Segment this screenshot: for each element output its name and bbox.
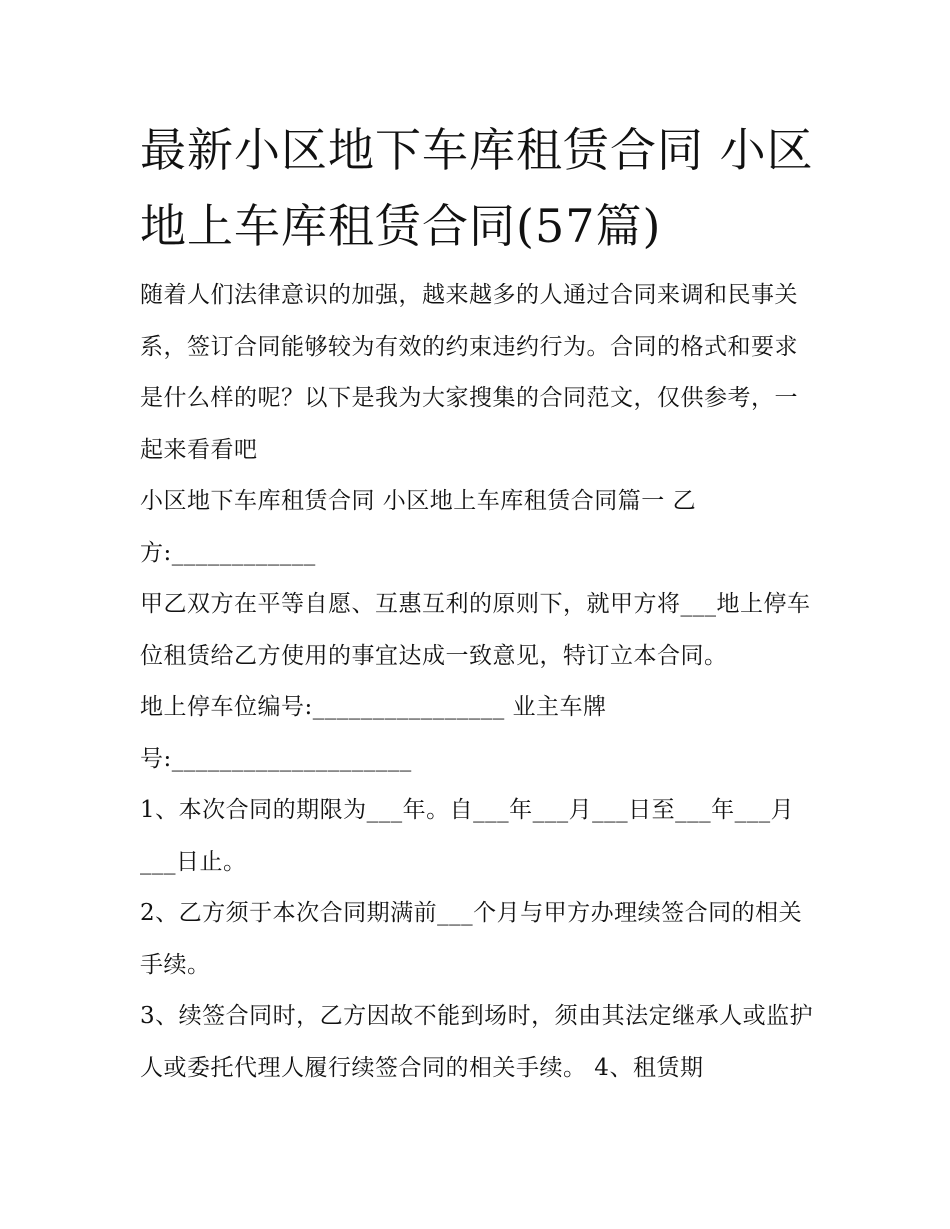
parking-number-paragraph: 地上停车位编号:________________ 业主车牌号:____________________ — [140, 694, 607, 772]
agreement-paragraph: 甲乙双方在平等自愿、互惠互利的原则下，就甲方将___地上停车位租赁给乙方使用的事宜达成一致意见，特订立本合同。 — [140, 591, 811, 669]
section-heading-paragraph: 小区地下车库租赁合同 小区地上车库租赁合同篇一 乙方:____________ — [140, 488, 697, 566]
clause-3-paragraph: 3、续签合同时，乙方因故不能到场时，须由其法定继承人或监护人或委托代理人履行续签合同的相关手续。 4、租赁期 — [140, 1003, 814, 1081]
document-title: 最新小区地下车库租赁合同 小区地上车库租赁合同(57篇) — [140, 123, 814, 253]
clause-2-paragraph: 2、乙方须于本次合同期满前___个月与甲方办理续签合同的相关手续。 — [140, 900, 803, 978]
clause-1-paragraph: 1、本次合同的期限为___年。自___年___月___日至___年___月___日止。 — [140, 797, 795, 875]
intro-paragraph: 随着人们法律意识的加强，越来越多的人通过合同来调和民事关系，签订合同能够较为有效的约束违约行为。合同的格式和要求是什么样的呢？以下是我为大家搜集的合同范文，仅供参考，一起来看看吧 — [140, 282, 798, 463]
document-page — [140, 112, 820, 1094]
